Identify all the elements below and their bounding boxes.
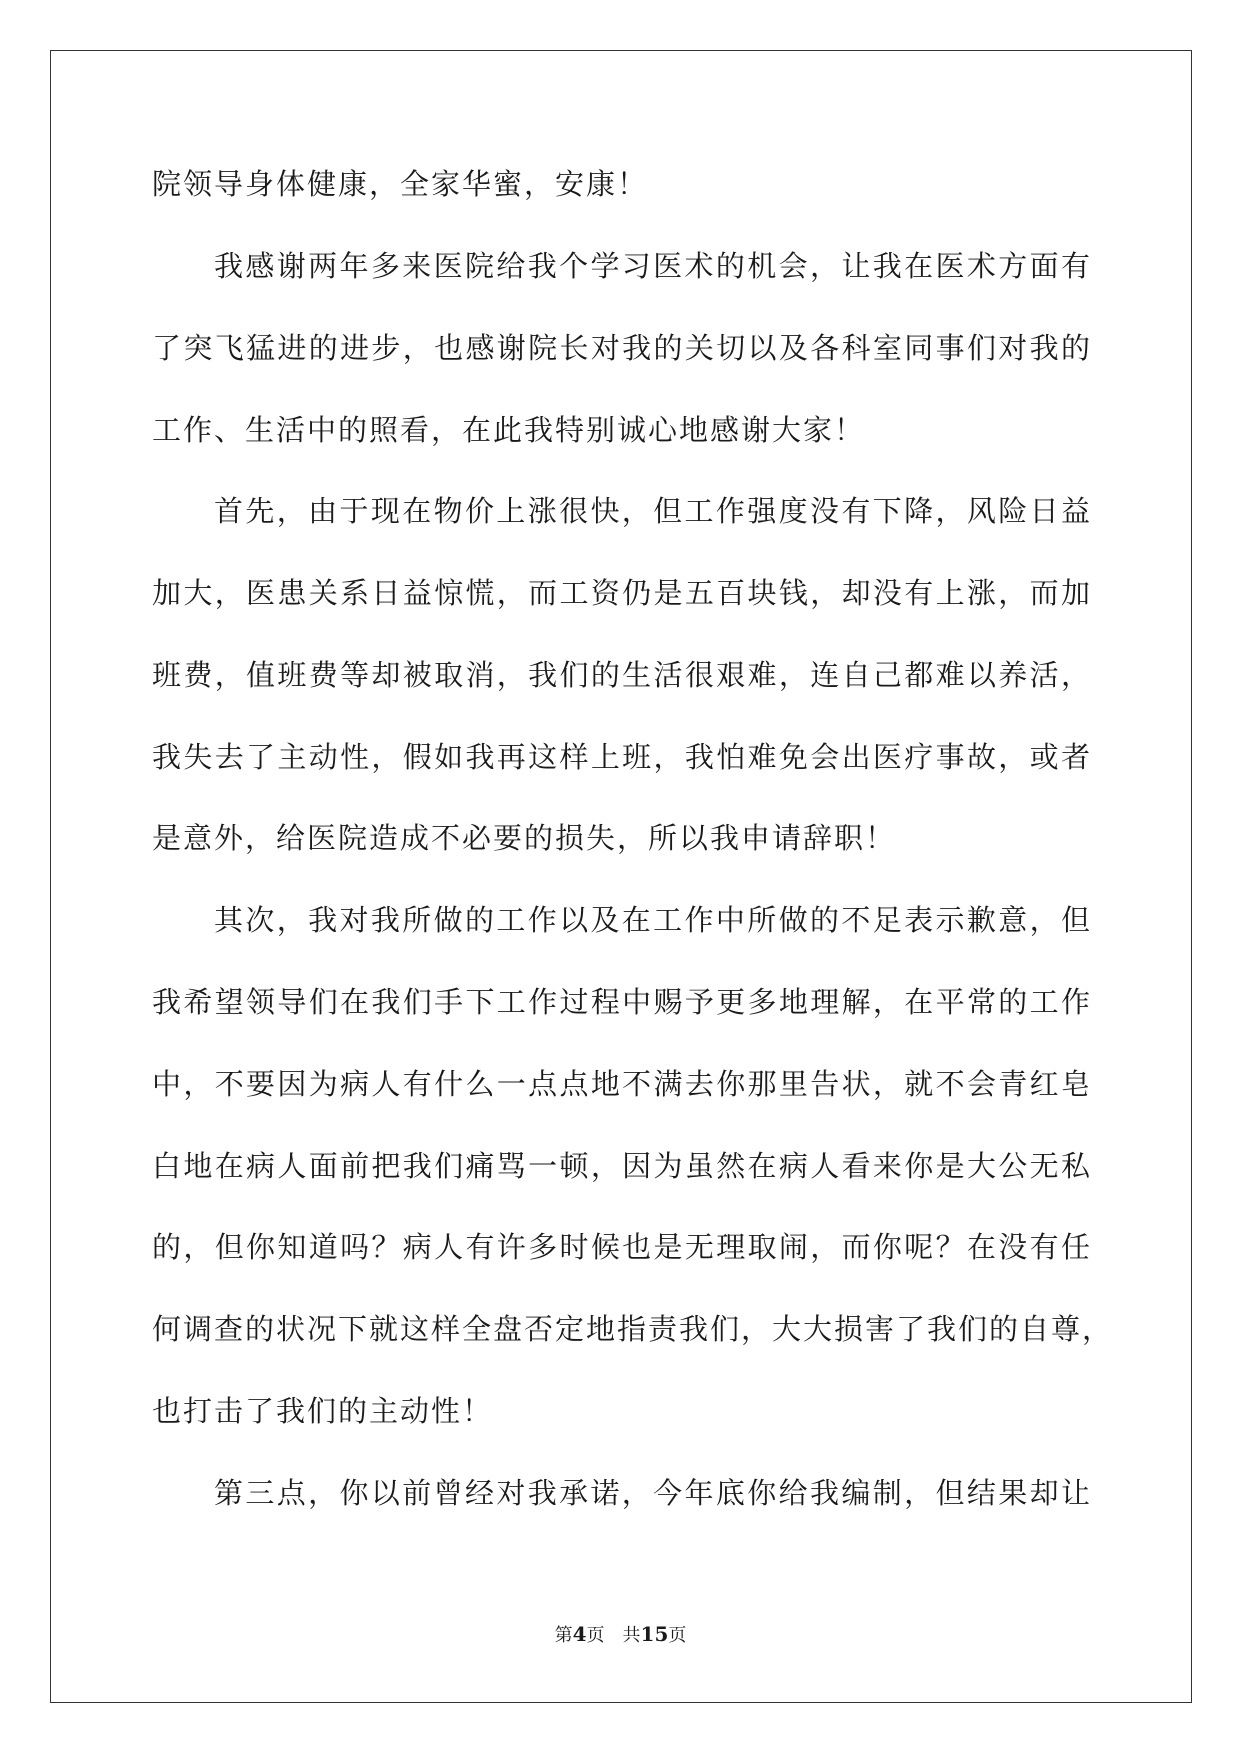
total-suffix: 页 <box>668 1625 687 1646</box>
page-number <box>554 1622 605 1646</box>
page-suffix: 页 <box>586 1625 605 1646</box>
text-line: 了突飞猛进的进步，也感谢院长对我的关切以及各科室同事们对我的 <box>152 331 1092 365</box>
page-prefix: 第 <box>554 1625 573 1646</box>
text-line: 院领导身体健康，全家华蜜，安康！ <box>152 167 649 201</box>
text-line: 工作、生活中的照看，在此我特别诚心地感谢大家！ <box>152 413 866 447</box>
text-line: 中，不要因为病人有什么一点点地不满去你那里告状，就不会青红皂 <box>152 1067 1092 1101</box>
page-border <box>50 50 1192 1703</box>
total-prefix: 共 <box>622 1625 641 1646</box>
paragraph-first-line: 第三点，你以前曾经对我承诺，今年底你给我编制，但结果却让 <box>214 1476 1092 1510</box>
page-footer <box>0 1622 1241 1648</box>
total-pages: 15 <box>640 1622 669 1646</box>
text-line: 白地在病人面前把我们痛骂一顿，因为虽然在病人看来你是大公无私 <box>152 1149 1092 1183</box>
text-line: 我失去了主动性，假如我再这样上班，我怕难免会出医疗事故，或者 <box>152 740 1092 774</box>
text-line: 也打击了我们的主动性！ <box>152 1394 494 1428</box>
text-line: 加大，医患关系日益惊慌，而工资仍是五百块钱，却没有上涨，而加 <box>152 576 1092 610</box>
paragraph-first-line: 我感谢两年多来医院给我个学习医术的机会，让我在医术方面有 <box>214 249 1092 283</box>
paragraph-first-line: 首先，由于现在物价上涨很快，但工作强度没有下降，风险日益 <box>214 494 1092 528</box>
text-line: 是意外，给医院造成不必要的损失，所以我申请辞职！ <box>152 821 897 855</box>
current-page: 4 <box>572 1622 587 1646</box>
page-total <box>622 1622 687 1646</box>
paragraph-first-line: 其次，我对我所做的工作以及在工作中所做的不足表示歉意，但 <box>214 903 1092 937</box>
text-line: 我希望领导们在我们手下工作过程中赐予更多地理解，在平常的工作 <box>152 985 1092 1019</box>
text-line: 班费，值班费等却被取消，我们的生活很艰难，连自己都难以养活， <box>152 658 1092 692</box>
text-line: 何调查的状况下就这样全盘否定地指责我们，大大损害了我们的自尊， <box>152 1312 1114 1346</box>
text-line: 的，但你知道吗？病人有许多时候也是无理取闹，而你呢？在没有任 <box>152 1230 1092 1264</box>
